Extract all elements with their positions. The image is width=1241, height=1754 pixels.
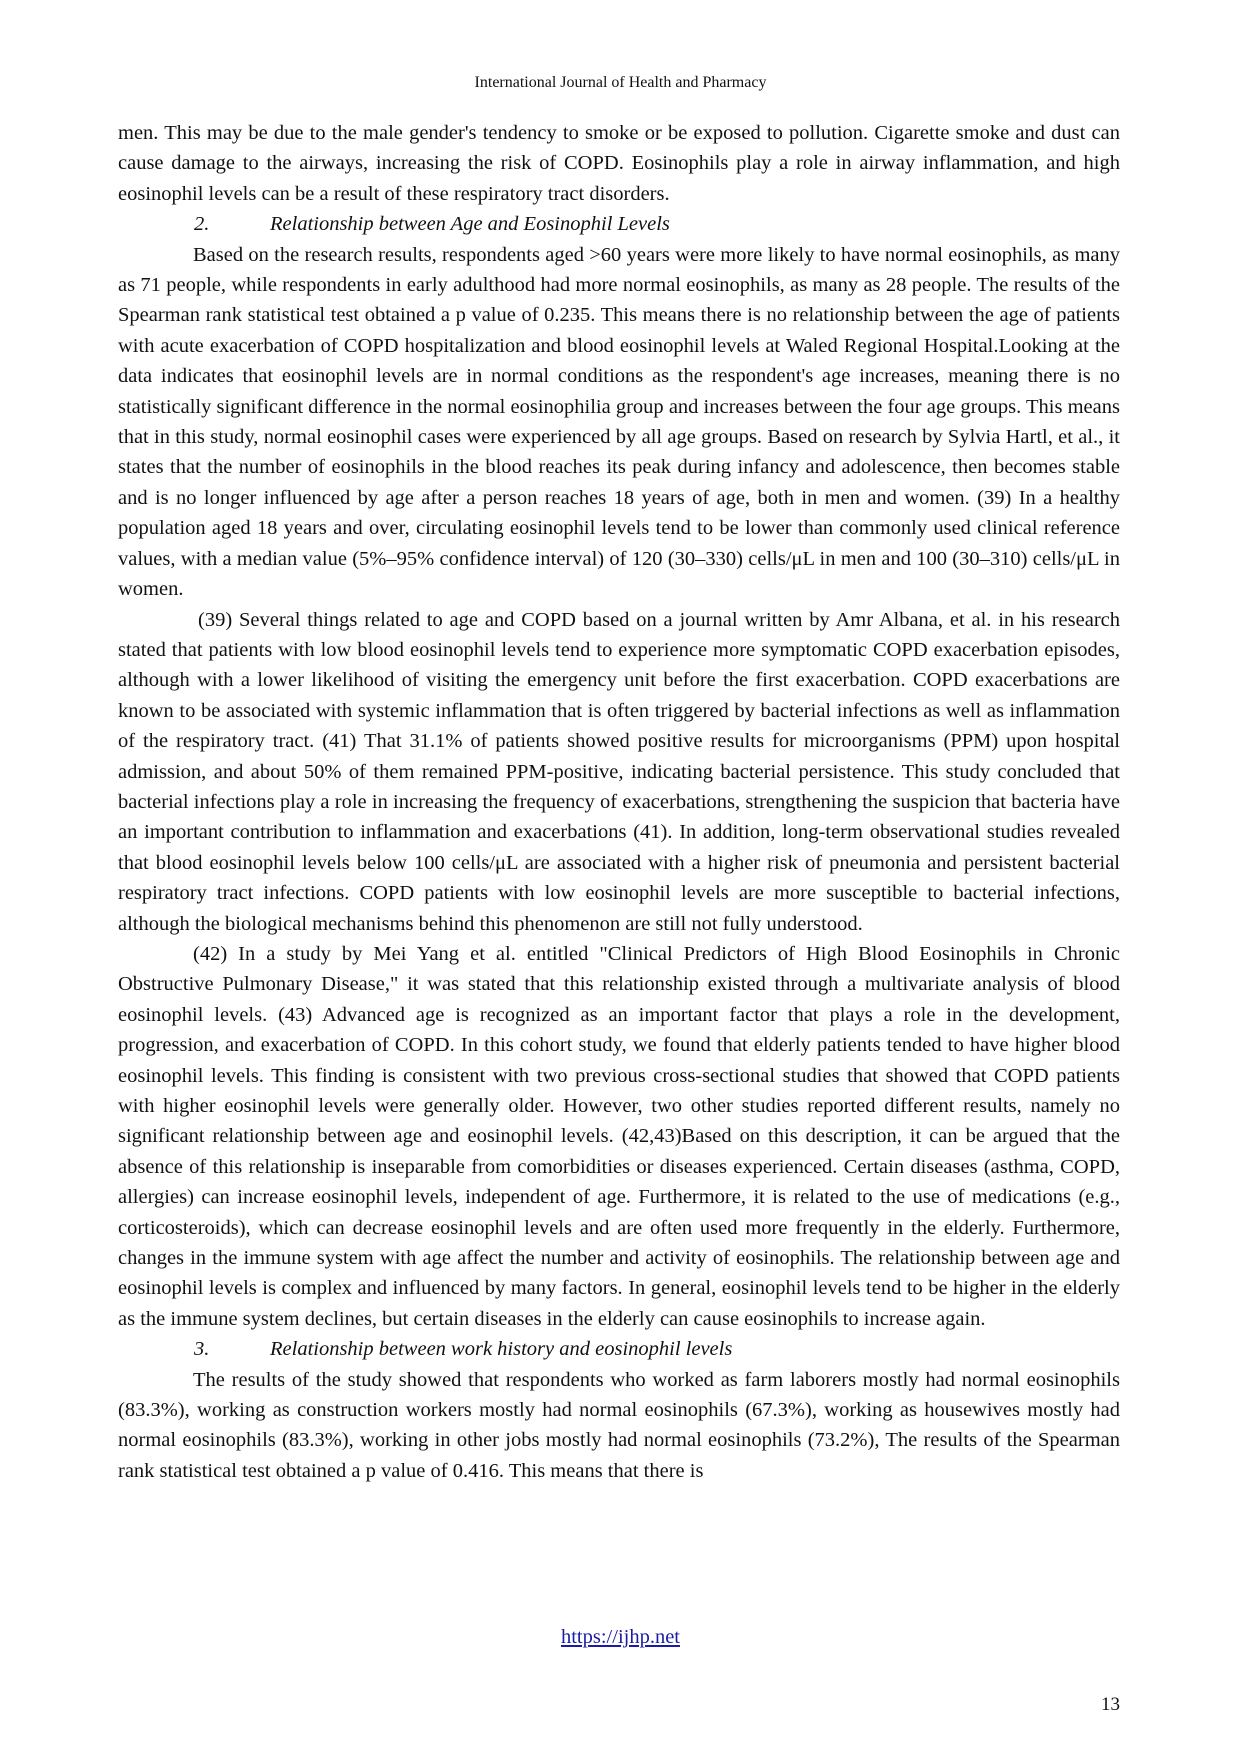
section-title: Relationship between work history and eosinophil levels xyxy=(270,1338,733,1361)
section-number: 2. xyxy=(194,213,210,236)
section-heading-age xyxy=(118,209,1120,239)
paragraph-continuation: men. This may be due to the male gender's tendency to smoke or be exposed to pollution. Cigarette smoke and dust can cause damage to the airways, increasing the risk of COPD. Eosinophils play a role in airway inflammation, and high eosinophil levels can be a result of these respiratory tract disorders. xyxy=(118,122,1120,205)
paragraph-age-predictors: (42) In a study by Mei Yang et al. entitled "Clinical Predictors of High Blood Eosinophils in Chronic Obstructive Pulmonary Disease," it was stated that this relationship existed through a multivariate analysis of blood eosinophil levels. (43) Advanced age is recognized as an important factor that plays a role in the development, progression, and exacerbation of COPD. In this cohort study, we found that elderly patients tended to have higher blood eosinophil levels. This finding is consistent with two previous cross-sectional studies that showed that COPD patients with higher eosinophil levels were generally older. However, two other studies reported different results, namely no significant relationship between age and eosinophil levels. (42,43)Based on this description, it can be argued that the absence of this relationship is inseparable from comorbidities or diseases experienced. Certain diseases (asthma, COPD, allergies) can increase eosinophil levels, independent of age. Furthermore, it is related to the use of medications (e.g., corticosteroids), which can decrease eosinophil levels and are often used more frequently in the elderly. Furthermore, changes in the immune system with age affect the number and activity of eosinophils. The relationship between age and eosinophil levels is complex and influenced by many factors. In general, eosinophil levels tend to be higher in the elderly as the immune system declines, but certain diseases in the elderly can cause eosinophils to increase again. xyxy=(118,942,1120,1330)
paragraph-age-results: Based on the research results, respondents aged >60 years were more likely to have normal eosinophils, as many as 71 people, while respondents in early adulthood had more normal eosinophils, as many as 28 people. The results of the Spearman rank statistical test obtained a p value of 0.235. This means there is no relationship between the age of patients with acute exacerbation of COPD hospitalization and blood eosinophil levels at Waled Regional Hospital.Looking at the data indicates that eosinophil levels are in normal conditions as the respondent's age increases, meaning there is no statistically significant difference in the normal eosinophilia group and increases between the four age groups. This means that in this study, normal eosinophil cases were experienced by all age groups. Based on research by Sylvia Hartl, et al., it states that the number of eosinophils in the blood reaches its peak during infancy and adolescence, then becomes stable and is no longer influenced by age after a person reaches 18 years of age, both in men and women. (39) In a healthy population aged 18 years and over, circulating eosinophil levels tend to be lower than commonly used clinical reference values, with a median value (5%–95% confidence interval) of 120 (30–330) cells/μL in men and 100 (30–310) cells/μL in women. xyxy=(118,243,1120,601)
page-number: 13 xyxy=(1101,1694,1120,1715)
section-number: 3. xyxy=(194,1338,210,1361)
paragraph-work-results: The results of the study showed that respondents who worked as farm laborers mostly had normal eosinophils (83.3%), working as construction workers mostly had normal eosinophils (67.3%), working as housewives mostly had normal eosinophils (83.3%), working in other jobs mostly had normal eosinophils (73.2%), The results of the Spearman rank statistical test obtained a p value of 0.416. This means that there is xyxy=(118,1368,1120,1482)
section-title: Relationship between Age and Eosinophil Levels xyxy=(270,213,670,236)
running-header: International Journal of Health and Pharmacy xyxy=(474,74,767,91)
footer xyxy=(0,1626,1241,1649)
journal-link[interactable]: https://ijhp.net xyxy=(560,1626,681,1648)
article-body xyxy=(118,118,1120,1486)
paragraph-age-copd: (39) Several things related to age and COPD based on a journal written by Amr Albana, et al. in his research stated that patients with low blood eosinophil levels tend to experience more symptomatic COPD exacerbation episodes, although with a lower likelihood of visiting the emergency unit before the first exacerbation. COPD exacerbations are known to be associated with systemic inflammation that is often triggered by bacterial infections as well as inflammation of the respiratory tract. (41) That 31.1% of patients showed positive results for microorganisms (PPM) upon hospital admission, and about 50% of them remained PPM-positive, indicating bacterial persistence. This study concluded that bacterial infections play a role in increasing the frequency of exacerbations, strengthening the suspicion that bacteria have an important contribution to inflammation and exacerbations (41). In addition, long-term observational studies revealed that blood eosinophil levels below 100 cells/μL are associated with a higher risk of pneumonia and persistent bacterial respiratory tract infections. COPD patients with low eosinophil levels are more susceptible to bacterial infections, although the biological mechanisms behind this phenomenon are still not fully understood. xyxy=(118,608,1120,935)
section-heading-work xyxy=(118,1334,1120,1364)
